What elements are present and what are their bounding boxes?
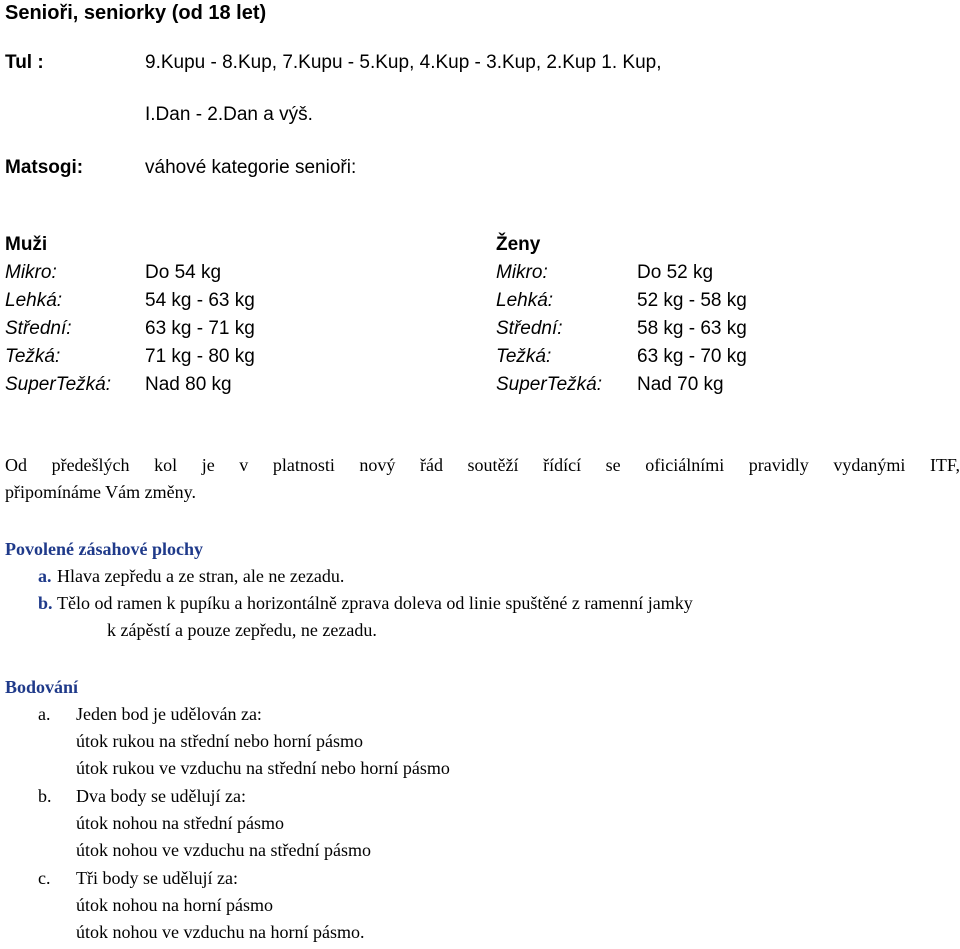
scoring-a-head: Jeden bod je udělován za: — [76, 704, 262, 724]
scoring-c-head: Tři body se udělují za: — [76, 868, 238, 888]
scoring-c-item: útok nohou ve vzduchu na horní pásmo. — [76, 922, 365, 942]
scoring-title: Bodování — [5, 677, 79, 697]
women-class-name: Lehká: — [496, 290, 554, 311]
zones-b-text: Tělo od ramen k pupíku a horizontálně zprava doleva od linie spuštěné z ramenní jamky — [57, 593, 693, 613]
men-class-range: 63 kg - 71 kg — [145, 318, 255, 339]
scoring-a-item: útok rukou na střední nebo horní pásmo — [76, 731, 363, 751]
women-class-range: 63 kg - 70 kg — [637, 346, 747, 367]
scoring-b-item: útok nohou ve vzduchu na střední pásmo — [76, 840, 371, 860]
women-class-name: Střední: — [496, 318, 563, 339]
scoring-b-item: útok nohou na střední pásmo — [76, 813, 284, 833]
men-class-name: Lehká: — [5, 290, 63, 311]
scoring-b-marker: b. — [38, 786, 52, 806]
zones-a-marker: a. — [38, 566, 52, 586]
men-class-name: SuperTežká: — [5, 374, 111, 395]
matsogi-label: Matsogi: — [5, 157, 84, 178]
matsogi-text: váhové kategorie senioři: — [145, 157, 357, 178]
scoring-b-head: Dva body se udělují za: — [76, 786, 246, 806]
men-title: Muži — [5, 234, 48, 255]
zones-b-marker: b. — [38, 593, 53, 613]
men-class-name: Střední: — [5, 318, 72, 339]
tul-line-1: 9.Kupu - 8.Kup, 7.Kupu - 5.Kup, 4.Kup - 3.Kup, 2.Kup 1. Kup, — [145, 52, 662, 73]
women-class-range: 52 kg - 58 kg — [637, 290, 747, 311]
men-class-range: Do 54 kg — [145, 262, 222, 283]
page-heading: Senioři, seniorky (od 18 let) — [5, 2, 267, 24]
zones-title: Povolené zásahové plochy — [5, 539, 203, 559]
men-class-name: Težká: — [5, 346, 61, 367]
scoring-a-item: útok rukou ve vzduchu na střední nebo horní pásmo — [76, 758, 450, 778]
tul-label: Tul : — [5, 52, 44, 73]
zones-a-text: Hlava zepředu a ze stran, ale ne zezadu. — [57, 566, 345, 586]
women-class-name: SuperTežká: — [496, 374, 602, 395]
intro-line-2: připomínáme Vám změny. — [5, 482, 196, 502]
intro-line-1: Od předešlých kol je v platnosti nový řád soutěží řídící se oficiálními pravidly vydanými ITF, — [5, 455, 960, 475]
men-class-name: Mikro: — [5, 262, 57, 283]
men-class-range: 71 kg - 80 kg — [145, 346, 255, 367]
women-class-range: Do 52 kg — [637, 262, 714, 283]
zones-b-text-cont: k zápěstí a pouze zepředu, ne zezadu. — [107, 620, 377, 640]
men-class-range: 54 kg - 63 kg — [145, 290, 255, 311]
women-title: Ženy — [496, 234, 541, 255]
tul-line-2: I.Dan - 2.Dan a výš. — [145, 104, 313, 125]
women-class-name: Težká: — [496, 346, 552, 367]
scoring-c-item: útok nohou na horní pásmo — [76, 895, 273, 915]
women-class-name: Mikro: — [496, 262, 548, 283]
women-class-range: Nad 70 kg — [637, 374, 724, 395]
scoring-c-marker: c. — [38, 868, 51, 888]
men-class-range: Nad 80 kg — [145, 374, 232, 395]
women-class-range: 58 kg - 63 kg — [637, 318, 747, 339]
scoring-a-marker: a. — [38, 704, 51, 724]
